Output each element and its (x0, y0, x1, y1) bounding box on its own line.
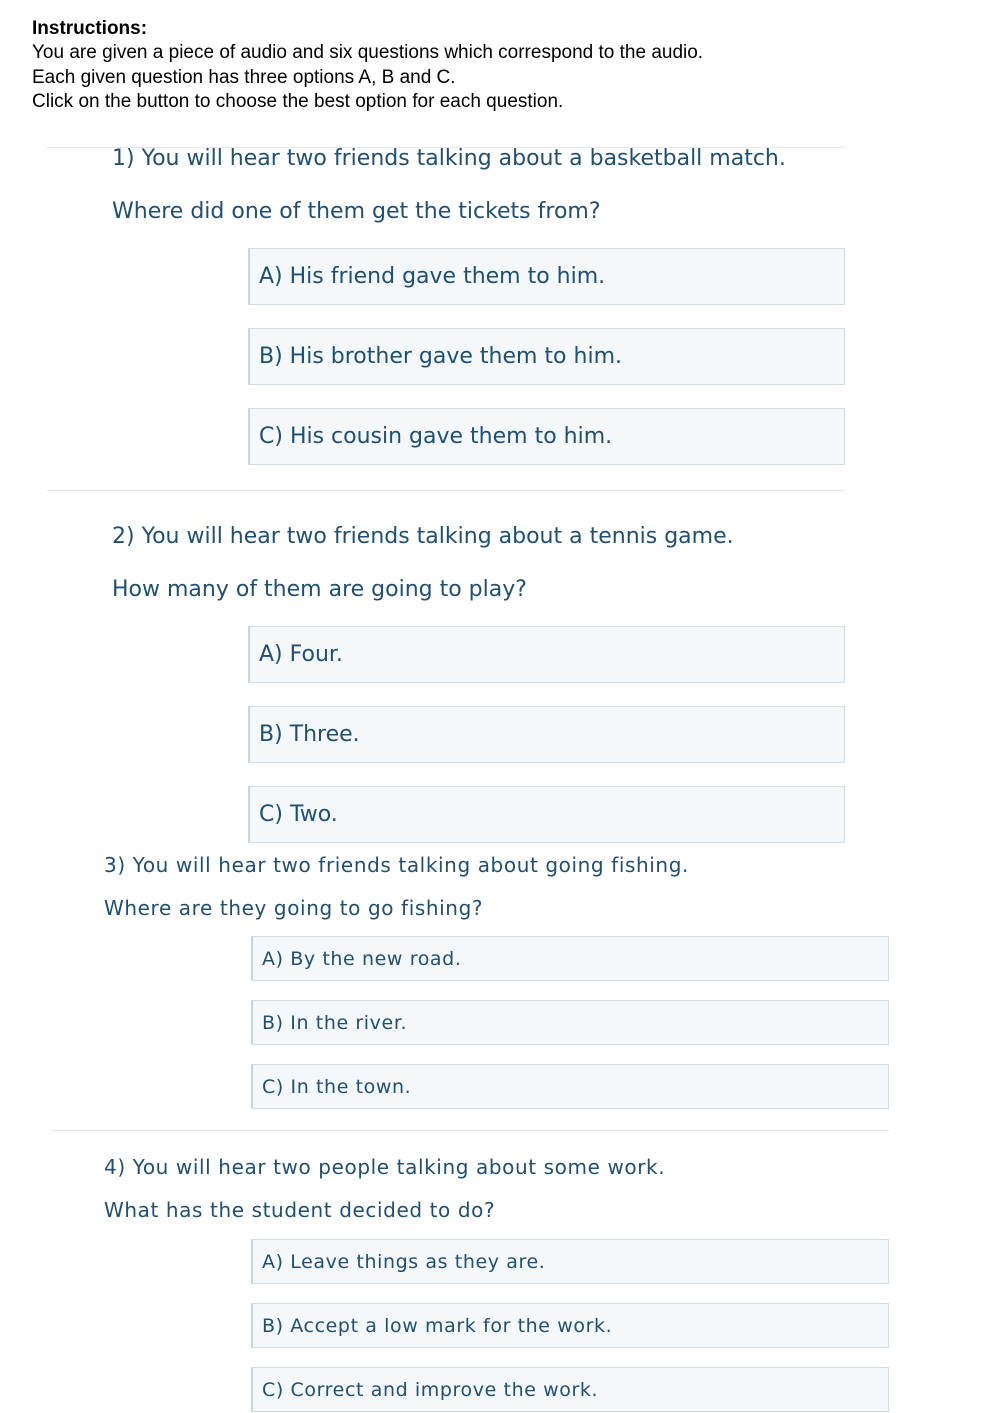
instructions-line: Click on the button to choose the best option for each question. (32, 91, 564, 112)
divider (52, 1130, 889, 1131)
question-2-option-a[interactable]: A) Four. (248, 626, 845, 683)
question-3-option-b[interactable]: B) In the river. (251, 1000, 889, 1045)
instructions-title: Instructions: (32, 18, 148, 39)
question-4-text: What has the student decided to do? (104, 1198, 496, 1222)
question-4-option-b[interactable]: B) Accept a low mark for the work. (251, 1303, 889, 1348)
question-3-option-c[interactable]: C) In the town. (251, 1064, 889, 1109)
question-2-text: How many of them are going to play? (112, 577, 527, 602)
question-3-intro: 3) You will hear two friends talking about going fishing. (104, 853, 689, 877)
question-1-intro: 1) You will hear two friends talking about a basketball match. (112, 146, 786, 171)
question-3-text: Where are they going to go fishing? (104, 896, 484, 920)
question-2-intro: 2) You will hear two friends talking about a tennis game. (112, 524, 734, 549)
question-2-option-c[interactable]: C) Two. (248, 786, 845, 843)
question-4-intro: 4) You will hear two people talking about some work. (104, 1155, 666, 1179)
instructions-block (32, 17, 972, 115)
divider (47, 490, 845, 491)
question-2-option-b[interactable]: B) Three. (248, 706, 845, 763)
question-1-option-a[interactable]: A) His friend gave them to him. (248, 248, 845, 305)
instructions-line: Each given question has three options A, B and C. (32, 66, 456, 88)
question-1-option-b[interactable]: B) His brother gave them to him. (248, 328, 845, 385)
instructions-line: You are given a piece of audio and six questions which correspond to the audio. (32, 42, 704, 63)
question-3-option-a[interactable]: A) By the new road. (251, 936, 889, 981)
question-4-option-a[interactable]: A) Leave things as they are. (251, 1239, 889, 1284)
question-1-text: Where did one of them get the tickets from? (112, 199, 601, 224)
question-1-option-c[interactable]: C) His cousin gave them to him. (248, 408, 845, 465)
question-4-option-c[interactable]: C) Correct and improve the work. (251, 1367, 889, 1412)
